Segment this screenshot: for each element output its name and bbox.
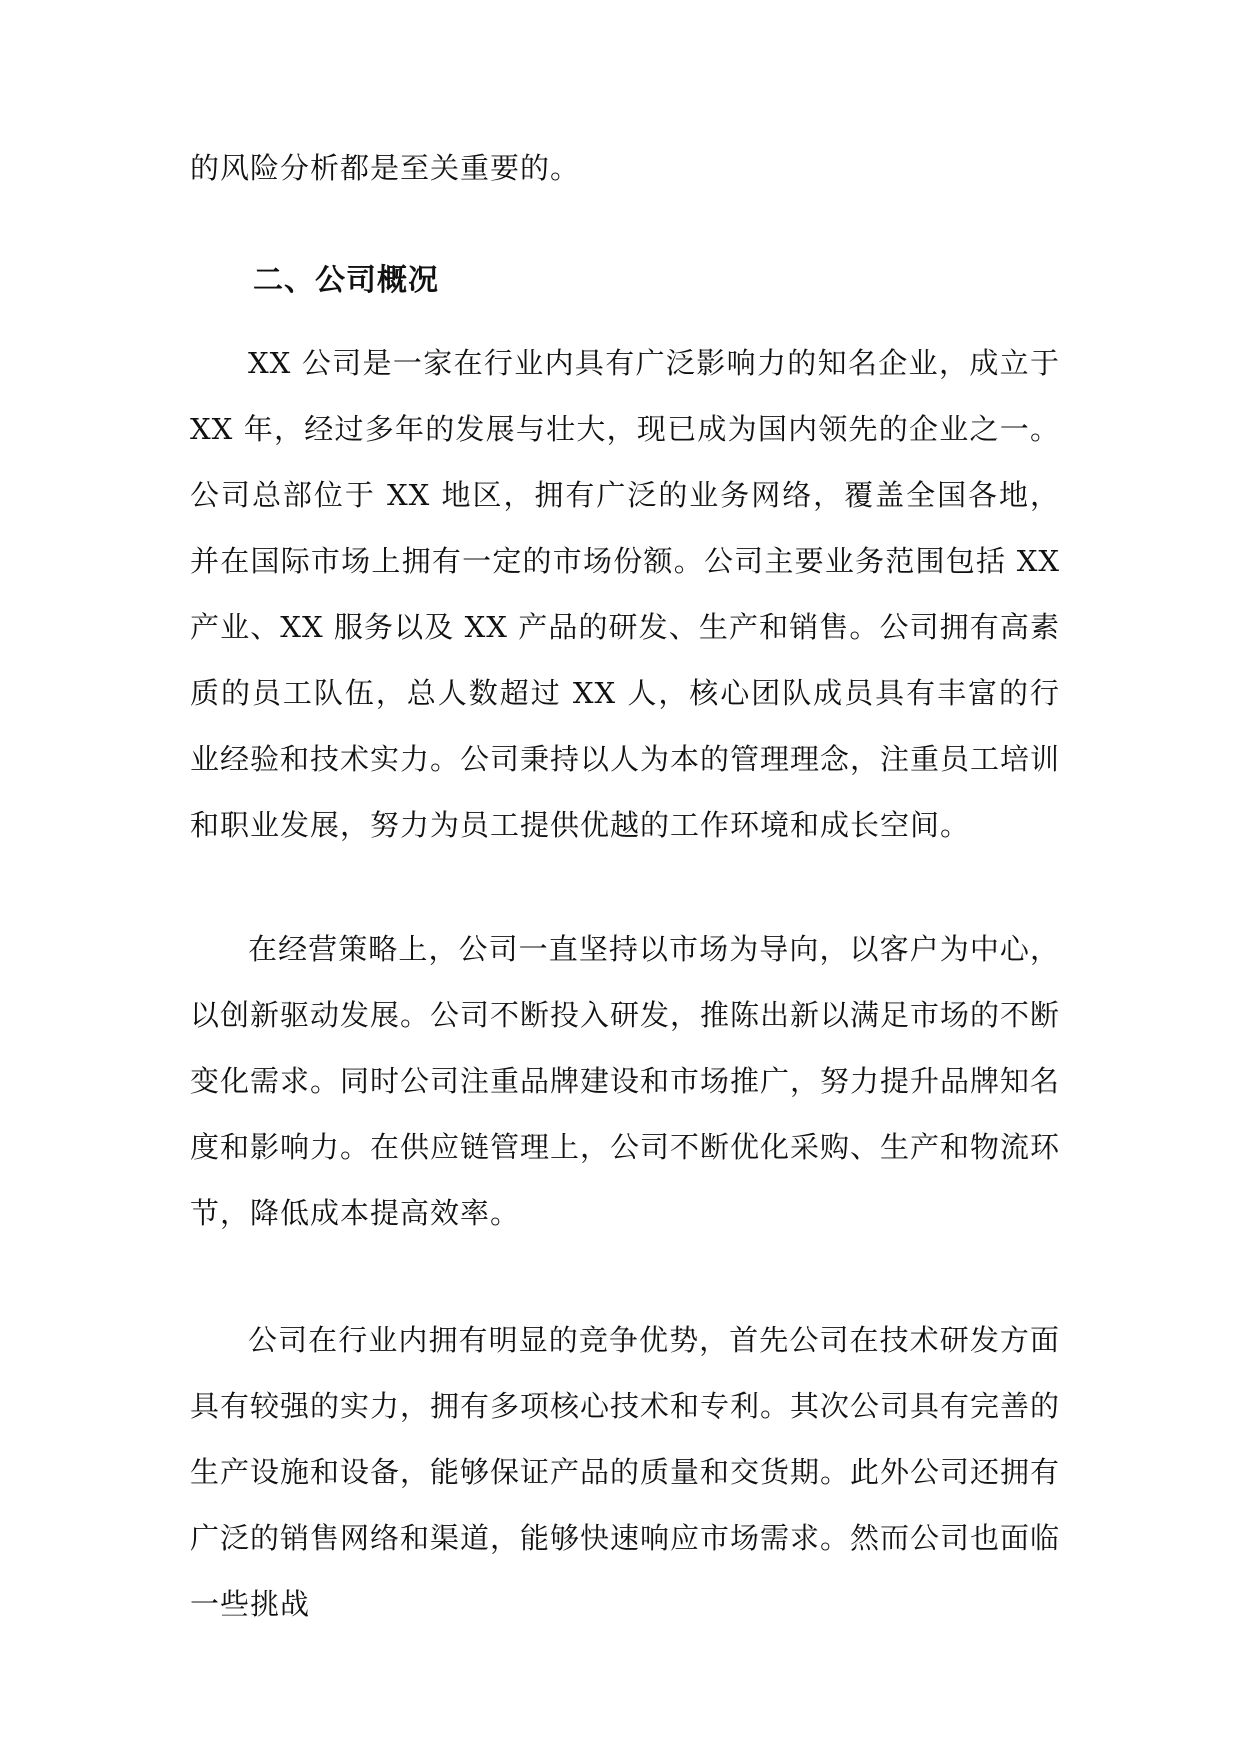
section-heading: 二、公司概况 (253, 263, 439, 298)
paragraph-competitive-advantage: 公司在行业内拥有明显的竞争优势，首先公司在技术研发方面具有较强的实力，拥有多项核心技术和专利。其次公司具有完善的生产设施和设备，能够保证产品的质量和交货期。此外公司还拥有广泛的销售网络和渠道，能够快速响应市场需求。然而公司也面临一些挑战 (190, 1323, 1061, 1621)
continuation-text: 的风险分析都是至关重要的。 (190, 151, 581, 185)
paragraph-business-strategy: 在经营策略上，公司一直坚持以市场为导向，以客户为中心，以创新驱动发展。公司不断投入研发，推陈出新以满足市场的不断变化需求。同时公司注重品牌建设和市场推广，努力提升品牌知名度和影响力。在供应链管理上，公司不断优化采购、生产和物流环节，降低成本提高效率。 (190, 932, 1061, 1230)
paragraph-company-overview: XX 公司是一家在行业内具有广泛影响力的知名企业，成立于 XX 年，经过多年的发展与壮大，现已成为国内领先的企业之一。公司总部位于 XX 地区，拥有广泛的业务网络，覆盖全国各地，并在国际市场上拥有一定的市场份额。公司主要业务范围包括 XX 产业、XX 服务以及 XX 产品的研发、生产和销售。公司拥有高素质的员工队伍，总人数超过 XX 人，核心团队成员具有丰富的行业经验和技术实力。公司秉持以人为本的管理理念，注重员工培训和职业发展，努力为员工提供优越的工作环境和成长空间。 (190, 346, 1061, 842)
